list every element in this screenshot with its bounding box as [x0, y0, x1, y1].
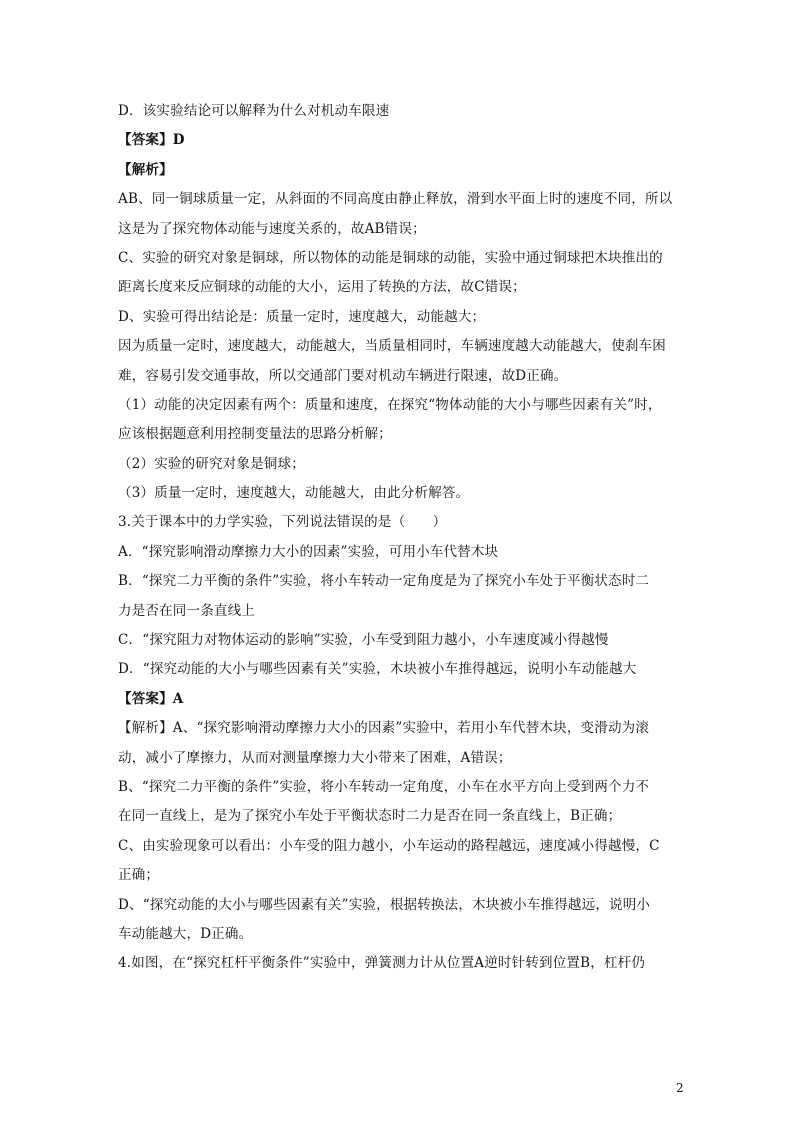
text-line: 力是否在同一条直线上	[118, 602, 255, 619]
text-line: AB、同一铜球质量一定，从斜面的不同高度由静止释放，滑到水平面上时的速度不同，所以	[118, 191, 673, 208]
text-line: 【答案】A	[118, 690, 184, 707]
text-line: D、实验可得出结论是：质量一定时，速度越大，动能越大；	[118, 308, 486, 325]
text-line: （2）实验的研究对象是铜球；	[118, 455, 305, 472]
text-line: C、实验的研究对象是铜球，所以物体的动能是铜球的动能，实验中通过铜球把木块推出的	[118, 249, 663, 266]
text-line: B、“探究二力平衡的条件”实验，将小车转动一定角度，小车在水平方向上受到两个力不	[118, 778, 650, 795]
text-line: D．“探究动能的大小与哪些因素有关”实验，木块被小车推得越远，说明小车动能越大	[118, 661, 637, 678]
text-line: B．“探究二力平衡的条件”实验，将小车转动一定角度是为了探究小车处于平衡状态时二	[118, 573, 650, 590]
text-line: D．该实验结论可以解释为什么对机动车限速	[118, 103, 390, 119]
text-line: 正确；	[118, 867, 160, 884]
text-line: 【答案】D	[118, 132, 185, 149]
text-line: 3.关于课本中的力学实验，下列说法错误的是（ ）	[118, 514, 447, 531]
text-line: 这是为了探究物体动能与速度关系的，故AB错误；	[118, 220, 426, 237]
text-line: A．“探究影响滑动摩擦力大小的因素”实验，可用小车代替木块	[118, 543, 499, 560]
page-number: 2	[676, 1081, 684, 1095]
text-line: D、“探究动能的大小与哪些因素有关”实验，根据转换法，木块被小车推得越远，说明小	[118, 896, 651, 913]
text-line: 车动能越大，D正确。	[118, 925, 253, 942]
text-line: （1）动能的决定因素有两个：质量和速度，在探究“物体动能的大小与哪些因素有关”时，	[118, 396, 662, 413]
text-line: C、由实验现象可以看出：小车受的阻力越小，小车运动的路程越远，速度减小得越慢，C	[118, 837, 660, 854]
text-line: （3）质量一定时，速度越大，动能越大，由此分析解答。	[118, 485, 470, 502]
text-line: 动，减小了摩擦力，从而对测量摩擦力大小带来了困难，A错误；	[118, 749, 512, 766]
text-line: 【解析】	[118, 161, 173, 178]
text-line: 在同一直线上，是为了探究小车处于平衡状态时二力是否在同一条直线上，B正确；	[118, 808, 622, 825]
text-line: 距离长度来反应铜球的动能的大小，运用了转换的方法，故C错误；	[118, 279, 526, 296]
text-line: 4.如图，在“探究杠杆平衡条件”实验中，弹簧测力计从位置A逆时针转到位置B，杠杆仍	[118, 955, 646, 972]
document-body	[118, 101, 690, 983]
text-line: 难，容易引发交通事故，所以交通部门要对机动车辆进行限速，故D正确。	[118, 367, 568, 384]
text-line: 应该根据题意利用控制变量法的思路分析解；	[118, 426, 392, 443]
text-line: 【解析】A、“探究影响滑动摩擦力大小的因素”实验中，若用小车代替木块，变滑动为滚	[118, 720, 650, 737]
text-line: 因为质量一定时，速度越大，动能越大，当质量相同时，车辆速度越大动能越大，使刹车困	[118, 338, 666, 355]
text-line: C．“探究阻力对物体运动的影响”实验，小车受到阻力越小，小车速度减小得越慢	[118, 632, 609, 649]
